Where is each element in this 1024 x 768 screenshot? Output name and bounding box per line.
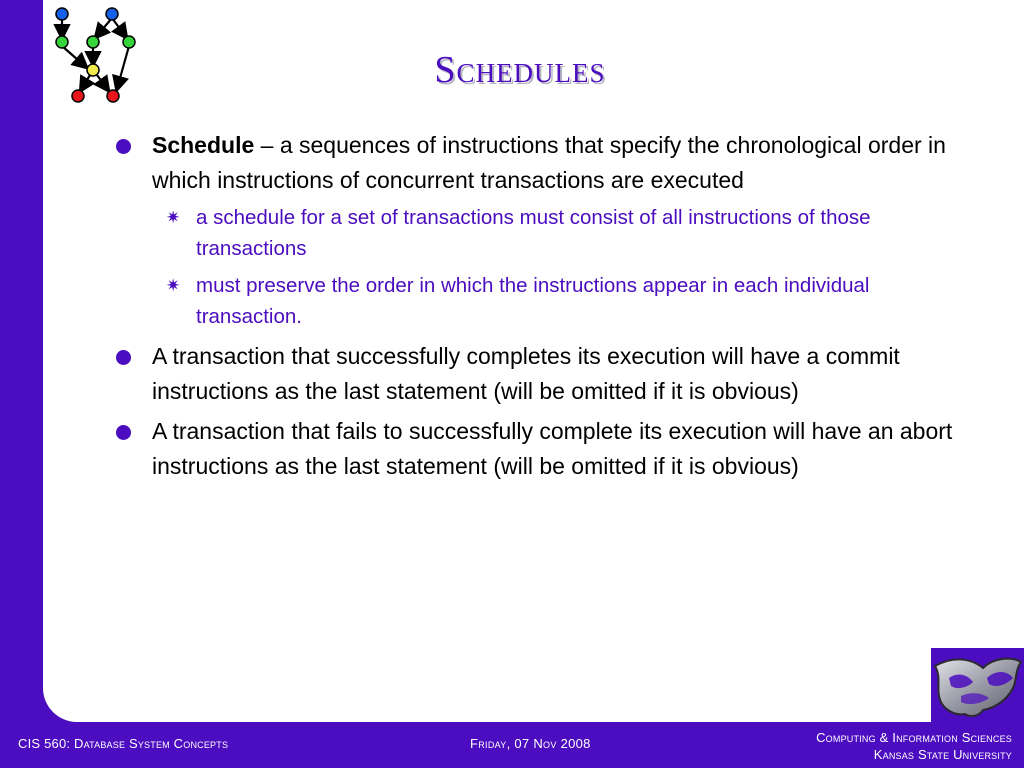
sub-bullet-item — [112, 271, 972, 332]
asterisk-bullet-icon: ✷ — [166, 208, 181, 227]
bullet-text: A transaction that fails to successfully complete its execution will have an abort instructions as the last statement (will be omitted if it is obvious) — [152, 418, 953, 479]
footer-course: CIS 560: Database System Concepts — [18, 736, 229, 751]
bullet-item — [112, 339, 972, 408]
slide-title: Schedules — [434, 49, 606, 91]
graph-network-logo-icon — [48, 4, 142, 106]
bullet-text: A transaction that successfully completes its execution will have a commit instructions as the last statement (will be omitted if it is obvious) — [152, 343, 900, 404]
asterisk-bullet-icon: ✷ — [166, 276, 181, 295]
bullet-term: Schedule — [152, 132, 255, 158]
sub-bullet-text: must preserve the order in which the instructions appear in each individual transaction. — [196, 274, 870, 328]
bullet-dot-icon — [116, 139, 131, 154]
bullet-item — [112, 414, 972, 483]
wildcat-logo-icon — [931, 648, 1024, 722]
footer-dept: Computing & Information Sciences — [816, 730, 1012, 745]
bullet-item — [112, 128, 972, 197]
footer-institution — [816, 729, 1012, 763]
footer-bar — [0, 722, 1024, 768]
bullet-text: – a sequences of instructions that specify the chronological order in which instructions of concurrent transactions are executed — [152, 132, 946, 193]
bullet-list — [112, 128, 972, 489]
sub-bullet-item — [112, 203, 972, 264]
sub-bullet-text: a schedule for a set of transactions must consist of all instructions of those transactions — [196, 206, 871, 260]
footer-date: Friday, 07 Nov 2008 — [470, 736, 591, 751]
footer-university: Kansas State University — [873, 747, 1012, 762]
bullet-dot-icon — [116, 350, 131, 365]
bullet-dot-icon — [116, 425, 131, 440]
